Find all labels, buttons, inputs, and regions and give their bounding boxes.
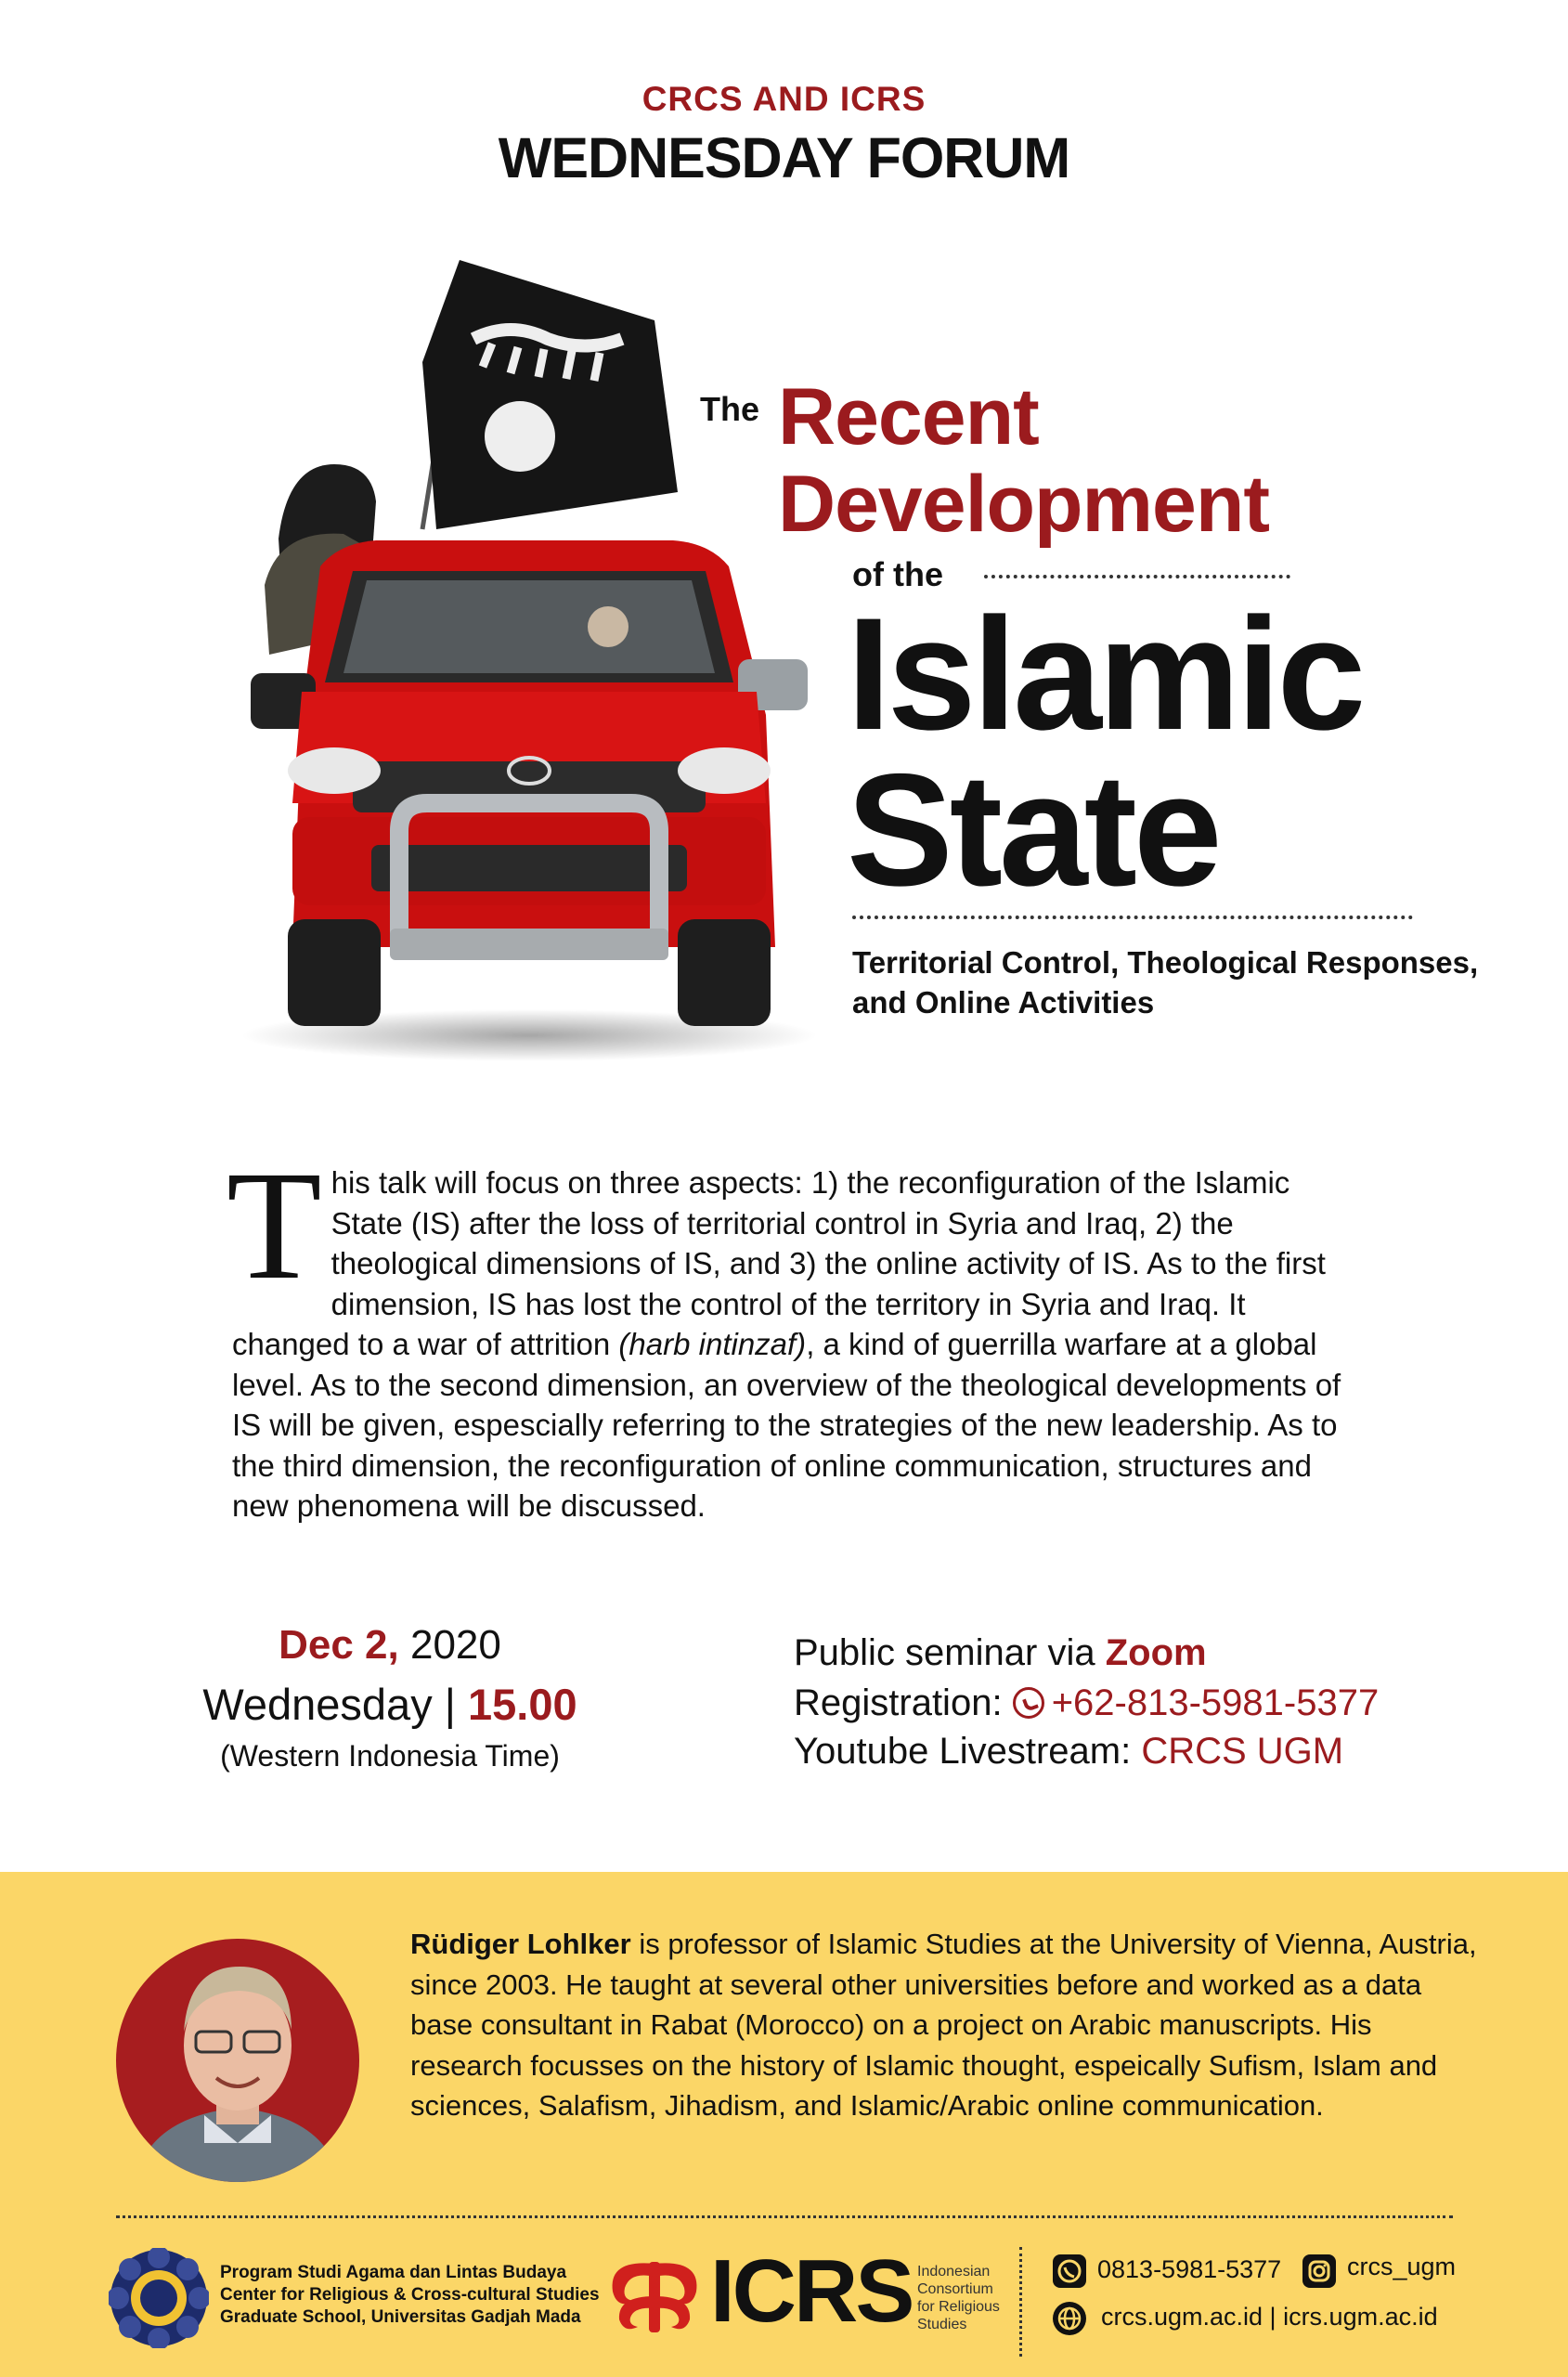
seminar-label: Public seminar via <box>794 1632 1095 1673</box>
ugm-logo <box>109 2248 209 2348</box>
title-state: State <box>847 741 1219 919</box>
speaker-bio <box>410 1924 1478 2126</box>
speaker-bio-text: is professor of Islamic Studies at the University of Vienna, Austria, since 2003. He taught at several other universities before and worked as a data base consultant in Rabat (Morocco) on a project on Arabic manuscripts. His research focusses on the history of Islamic thought, espeically Sufism, Islam and sciences, Salafism, Jihadism, and Islamic/Arabic online communication. <box>410 1928 1477 2122</box>
event-day: Wednesday | <box>202 1680 456 1729</box>
icrs-sub-2: Consortium <box>917 2281 993 2297</box>
footer-websites[interactable]: crcs.ugm.ac.id | icrs.ugm.ac.id <box>1101 2303 1438 2331</box>
event-date-red: Dec 2, <box>279 1622 399 1668</box>
instagram-icon <box>1302 2254 1336 2288</box>
title-recent: Recent <box>778 372 1039 461</box>
event-year: 2020 <box>409 1622 501 1668</box>
speaker-name: Rüdiger Lohlker <box>410 1928 631 1960</box>
ugm-line-1: Program Studi Agama dan Lintas Budaya <box>220 2263 567 2282</box>
abstract-text-2: , a kind of guerrilla warfare at a global level. As to the second dimension, an overview of the theological developments of IS will be given, espescially referring to the strategies of the new leadership. As to the third dimension, the reconfiguration of online communication, structures and new phenomena will be discussed. <box>232 1327 1341 1523</box>
speaker-photo <box>116 1939 359 2182</box>
youtube-channel[interactable]: CRCS UGM <box>1141 1731 1344 1772</box>
youtube-line <box>794 1731 1343 1773</box>
abstract-text-1: his talk will focus on three aspects: 1) the reconfiguration of the Islamic State (IS) after the loss of territorial control in Syria and Iraq, 2) the theological dimensions of IS, and 3) the online activity of IS. As to the first dimension, IS has lost the control of the territory in Syria and Iraq. It changed to a war of attrition <box>232 1165 1326 1361</box>
footer-instagram[interactable]: crcs_ugm <box>1347 2253 1457 2280</box>
pickup-truck-illustration <box>223 251 836 1068</box>
icrs-wordmark: ICRS <box>710 2241 913 2341</box>
subtitle-line-2: and Online Activities <box>852 985 1155 1020</box>
youtube-label: Youtube Livestream: <box>794 1731 1132 1772</box>
event-time: 15.00 <box>468 1680 577 1729</box>
vertical-dotted-divider <box>1019 2247 1022 2357</box>
dotted-divider <box>984 575 1290 578</box>
icrs-sub-3: for Religious <box>917 2299 1000 2315</box>
dotted-divider <box>852 916 1413 919</box>
event-day-time <box>158 1679 622 1730</box>
dotted-divider <box>116 2215 1453 2218</box>
subtitle-line-1: Territorial Control, Theological Responses, <box>852 945 1479 980</box>
abstract-italic-term: (harb intinzaf) <box>618 1327 807 1361</box>
seminar-platform: Zoom <box>1105 1632 1207 1673</box>
globe-icon <box>1053 2302 1086 2335</box>
organizer-label: CRCS AND ICRS <box>641 80 927 118</box>
seminar-line <box>794 1632 1207 1674</box>
forum-title: WEDNESDAY FORUM <box>498 126 1070 189</box>
icrs-emblem-icon <box>603 2254 706 2338</box>
registration-phone[interactable]: +62-813-5981-5377 <box>1051 1682 1380 1723</box>
title-the: The <box>700 390 760 428</box>
event-timezone: (Western Indonesia Time) <box>220 1739 560 1773</box>
drop-cap: T <box>227 1139 322 1312</box>
registration-label: Registration: <box>794 1682 1003 1723</box>
title-islamic: Islamic <box>847 585 1363 763</box>
abstract-paragraph <box>227 1139 1346 1526</box>
icrs-sub-1: Indonesian <box>917 2264 991 2280</box>
footer-phone[interactable]: 0813-5981-5377 <box>1097 2255 1282 2283</box>
whatsapp-icon <box>1013 1687 1044 1719</box>
title-development: Development <box>778 460 1270 549</box>
whatsapp-icon <box>1053 2254 1086 2288</box>
icrs-sub-4: Studies <box>917 2317 967 2332</box>
ugm-line-2: Center for Religious & Cross-cultural Studies <box>220 2285 600 2305</box>
title-of-the: of the <box>852 555 943 593</box>
ugm-line-3: Graduate School, Universitas Gadjah Mada <box>220 2307 581 2327</box>
registration-line <box>794 1682 1379 1724</box>
event-date <box>158 1622 622 1669</box>
